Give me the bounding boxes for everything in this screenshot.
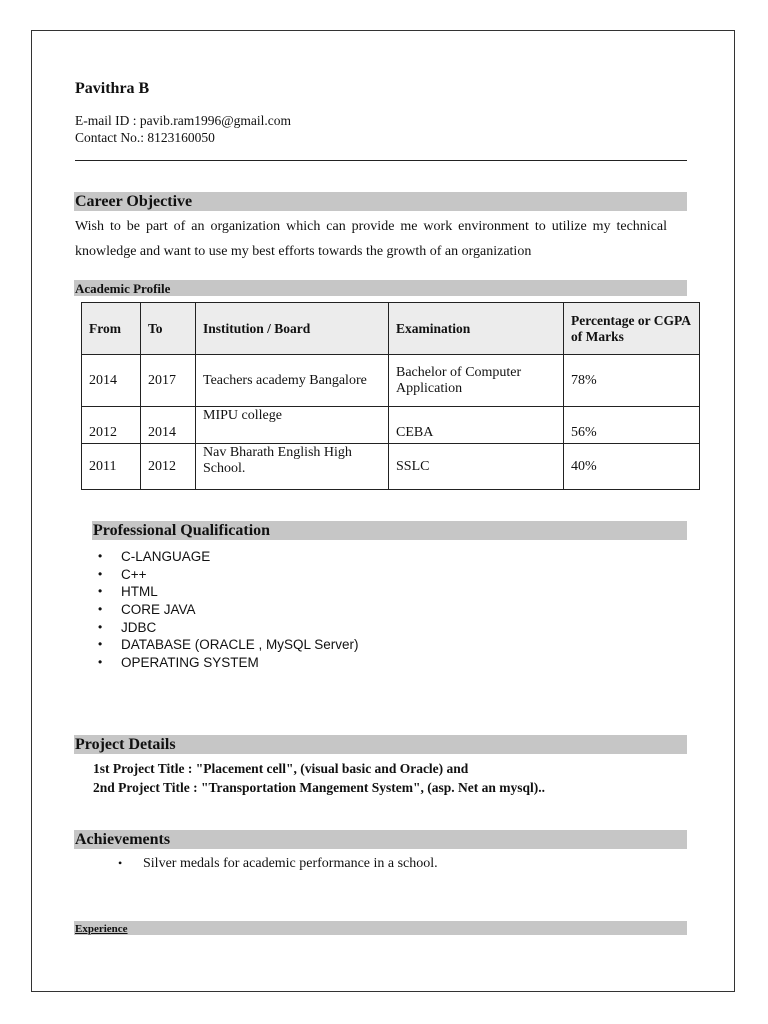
list-item: • Silver medals for academic performance in a school.	[117, 856, 438, 872]
cell-from: 2012	[82, 407, 141, 444]
cell-to: 2014	[141, 407, 196, 444]
list-item: • C++	[96, 566, 359, 584]
cell-percentage: 56%	[564, 407, 700, 444]
col-header-from: From	[82, 303, 141, 355]
professional-qualification-heading: Professional Qualification	[92, 521, 687, 540]
academic-table-header	[82, 303, 700, 355]
project-line-2: 2nd Project Title : "Transportation Mangement System", (asp. Net an mysql)..	[93, 780, 545, 795]
email-line: E-mail ID : pavib.ram1996@gmail.com	[75, 113, 292, 128]
cell-to: 2012	[141, 444, 196, 490]
contact-line: Contact No.: 8123160050	[75, 130, 215, 145]
project-line-1: 1st Project Title : "Placement cell", (visual basic and Oracle) and	[93, 761, 469, 776]
cell-examination: Bachelor of Computer Application	[389, 355, 564, 407]
list-item: • C-LANGUAGE	[96, 548, 359, 566]
career-objective-heading: Career Objective	[74, 192, 687, 211]
cell-institution: Teachers academy Bangalore	[196, 355, 389, 407]
table-row	[82, 444, 700, 490]
cell-examination: CEBA	[389, 407, 564, 444]
academic-table	[81, 302, 700, 490]
table-row	[82, 407, 700, 444]
col-header-percentage: Percentage or CGPA of Marks	[564, 303, 700, 355]
experience-heading: Experience	[74, 921, 687, 935]
header-divider	[75, 160, 687, 161]
cell-percentage: 40%	[564, 444, 700, 490]
cell-to: 2017	[141, 355, 196, 407]
col-header-examination: Examination	[389, 303, 564, 355]
col-header-to: To	[141, 303, 196, 355]
list-item: • CORE JAVA	[96, 601, 359, 619]
list-item: • JDBC	[96, 619, 359, 637]
list-item: • HTML	[96, 583, 359, 601]
cell-percentage: 78%	[564, 355, 700, 407]
cell-from: 2014	[82, 355, 141, 407]
candidate-name: Pavithra B	[75, 80, 150, 97]
cell-examination: SSLC	[389, 444, 564, 490]
table-row	[82, 355, 700, 407]
col-header-institution: Institution / Board	[196, 303, 389, 355]
cell-institution: MIPU college	[196, 407, 389, 444]
project-details-heading: Project Details	[74, 735, 687, 754]
career-objective-text: Wish to be part of an organization which can provide me work environment to utilize my technical knowledge and want to use my best efforts towards the growth of an organization	[75, 219, 667, 259]
academic-profile-heading: Academic Profile	[74, 280, 687, 296]
achievements-heading: Achievements	[74, 830, 687, 849]
qualification-list	[96, 548, 359, 672]
cell-institution: Nav Bharath English High School.	[196, 444, 389, 490]
list-item: • DATABASE (ORACLE , MySQL Server)	[96, 636, 359, 654]
cell-from: 2011	[82, 444, 141, 490]
list-item: • OPERATING SYSTEM	[96, 654, 359, 672]
